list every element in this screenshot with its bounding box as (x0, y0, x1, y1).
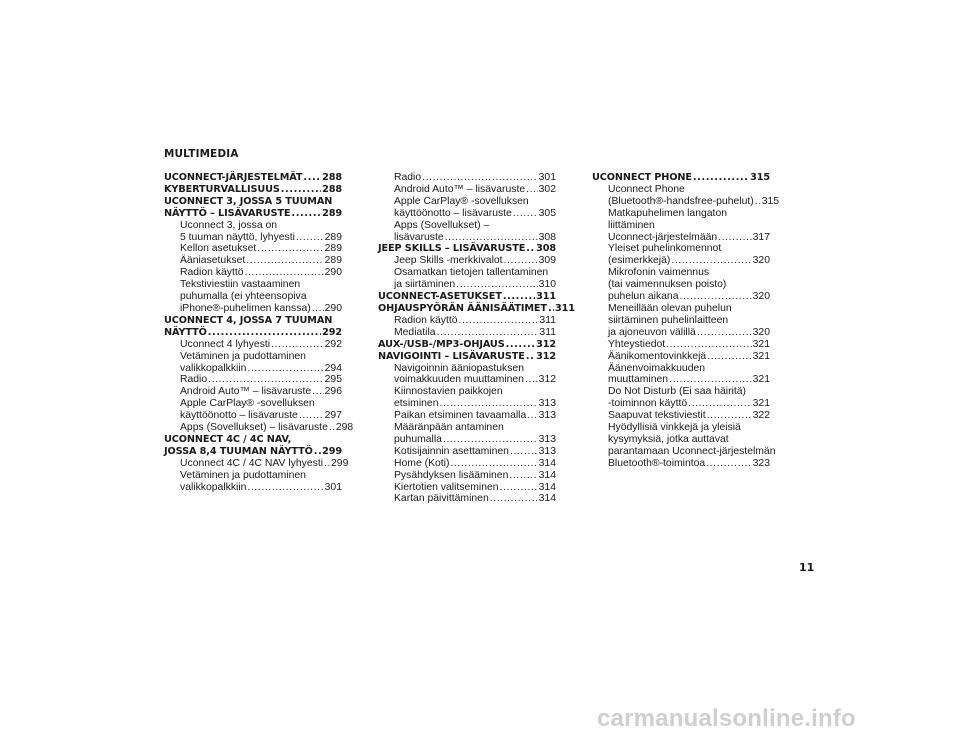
toc-entry[interactable] (164, 457, 349, 470)
toc-entry-title: Pysähdyksen lisääminen (394, 469, 509, 481)
toc-page-number: 311 (554, 302, 575, 314)
toc-entry-title: Uconnect 4C / 4C NAV lyhyesti (180, 457, 324, 469)
dot-leader (706, 458, 751, 470)
dot-leader (257, 243, 323, 255)
dot-leader (693, 172, 749, 184)
toc-page-number: 308 (536, 243, 556, 255)
toc-page-number: 302 (538, 183, 556, 195)
toc-entry-title: UCONNECT 4, JOSSA 7 TUUMAN (164, 314, 333, 326)
dot-leader (208, 374, 324, 386)
toc-heading[interactable] (164, 446, 342, 458)
toc-entry-title: UCONNECT-JÄRJESTELMÄT (164, 172, 303, 183)
toc-entry[interactable] (592, 291, 770, 303)
toc-page-number: 311 (539, 314, 556, 326)
toc-entry-title: parantamaan Uconnect-järjestelmän (608, 445, 776, 457)
toc-entry (378, 220, 556, 232)
toc-entry[interactable] (592, 351, 770, 363)
toc-entry (164, 470, 342, 482)
toc-page-number: 294 (324, 362, 342, 374)
toc-entry-title: UCONNECT PHONE (592, 172, 692, 183)
dot-leader (314, 446, 321, 458)
toc-entry-title: UCONNECT 3, JOSSA 5 TUUMAN (164, 195, 333, 207)
toc-entry-title: Radion käyttö (180, 267, 244, 279)
toc-entry[interactable] (378, 184, 556, 196)
toc-page-number: 296 (324, 386, 342, 398)
toc-page-number: 299 (322, 445, 342, 457)
toc-entry[interactable] (378, 470, 556, 482)
toc-entry[interactable] (378, 279, 556, 291)
toc-entry[interactable] (592, 398, 770, 410)
dot-leader (281, 184, 321, 196)
toc-entry-title: -toiminnon käyttö (608, 398, 688, 410)
toc-entry-title: Äänenvoimakkuuden (608, 362, 706, 374)
dot-leader (299, 410, 324, 422)
dot-leader (324, 458, 330, 470)
toc-entry-title: Määränpään antaminen (394, 422, 504, 434)
dot-leader (500, 482, 538, 494)
dot-leader (707, 410, 752, 422)
dot-leader (506, 339, 535, 351)
toc-page-number: 322 (752, 410, 770, 422)
toc-page-number: 289 (324, 255, 342, 267)
toc-entry-title: NAVIGOINTI – LISÄVARUSTE (378, 350, 525, 362)
toc-entry (592, 422, 770, 434)
toc-page-number: 295 (324, 374, 342, 386)
dot-leader (755, 196, 761, 208)
toc-entry[interactable] (164, 422, 354, 434)
toc-page-number: 321 (752, 338, 770, 350)
toc-entry-title: etsiminen (394, 398, 439, 410)
toc-entry-title: Tekstiviestiin vastaaminen (180, 279, 301, 291)
toc-entry (592, 303, 770, 315)
toc-page-number: 292 (322, 326, 342, 338)
toc-page-number: 320 (752, 326, 770, 338)
toc-entry-title: puhelun aikana (608, 291, 679, 303)
toc-heading[interactable] (592, 172, 770, 184)
toc-page-number: 312 (536, 350, 556, 362)
toc-page-number: 301 (324, 481, 342, 493)
toc-entry (592, 315, 770, 327)
dot-leader (525, 374, 538, 386)
toc-page-number: 321 (752, 398, 770, 410)
dot-leader (312, 386, 324, 398)
toc-heading[interactable] (378, 302, 575, 315)
toc-entry[interactable] (378, 374, 556, 386)
toc-entry[interactable] (378, 493, 556, 505)
toc-entry-title: Meneillään olevan puhelun (608, 302, 732, 314)
watermark-logo: carmanualsonline.info (597, 705, 856, 732)
toc-entry[interactable] (164, 374, 342, 386)
toc-entry-title: valikkopalkkiin (180, 481, 247, 493)
toc-heading[interactable] (378, 291, 556, 303)
toc-entry-title: Kiinnostavien paikkojen (394, 386, 503, 398)
toc-entry (378, 363, 556, 375)
toc-page-number: 297 (324, 410, 342, 422)
dot-leader (437, 327, 539, 339)
toc-entry[interactable] (164, 410, 342, 422)
toc-entry[interactable] (164, 232, 342, 244)
toc-heading[interactable] (164, 184, 342, 196)
dot-leader (247, 363, 323, 375)
toc-entry[interactable] (164, 363, 342, 375)
toc-entry-title: (esimerkkejä) (608, 255, 671, 267)
toc-entry-title: OHJAUSPYÖRÄN ÄÄNISÄÄTIMET (378, 302, 547, 314)
toc-entry[interactable] (378, 208, 556, 220)
dot-leader (329, 422, 335, 434)
page-number: 11 (799, 561, 815, 574)
toc-heading (164, 434, 342, 446)
dot-leader (443, 434, 538, 446)
toc-page-number: 315 (750, 172, 770, 183)
toc-column-2 (378, 172, 575, 505)
toc-page-number: 290 (324, 302, 342, 314)
dot-leader (666, 339, 751, 351)
dot-leader (697, 327, 752, 339)
dot-leader (296, 232, 324, 244)
toc-entry-title: Yleiset puhelinkomennot (608, 243, 722, 255)
toc-entry (592, 386, 770, 398)
toc-entry[interactable] (592, 327, 770, 339)
toc-page-number: 289 (324, 243, 342, 255)
toc-column-3 (592, 172, 780, 470)
dot-leader (688, 398, 752, 410)
toc-entry (164, 351, 342, 363)
toc-entry-title: AUX-/USB-/MP3-OHJAUS (378, 338, 505, 350)
toc-entry (592, 267, 770, 279)
toc-entry (592, 279, 770, 291)
toc-entry-title: iPhone®-puhelimen kanssa) (180, 302, 311, 314)
toc-entry[interactable] (378, 327, 556, 339)
toc-page-number: 320 (752, 291, 770, 303)
toc-entry-title: Do Not Disturb (Ei saa häiritä) (608, 386, 747, 398)
toc-entry-title: voimakkuuden muuttaminen (394, 374, 524, 386)
toc-entry[interactable] (592, 339, 770, 351)
toc-page-number: 289 (324, 231, 342, 243)
toc-entry-title: Jeep Skills -merkkivalot (394, 255, 503, 267)
dot-leader (450, 458, 537, 470)
toc-entry-title: valikkopalkkiin (180, 362, 247, 374)
dot-leader (527, 410, 537, 422)
dot-leader (312, 303, 324, 315)
toc-page-number: 310 (538, 279, 556, 291)
toc-page-number: 305 (538, 207, 556, 219)
toc-entry-title: Kotisijainnin asettaminen (394, 445, 509, 457)
dot-leader (459, 315, 539, 327)
toc-entry-title: JOSSA 8,4 TUUMAN NÄYTTÖ (164, 445, 313, 457)
toc-entry-title: Paikan etsiminen tavaamalla (394, 410, 527, 422)
toc-entry[interactable] (164, 267, 342, 279)
toc-entry-title: Bluetooth®-toimintoa (608, 457, 706, 469)
dot-leader (439, 398, 537, 410)
toc-entry-title: Mediatila (394, 326, 436, 338)
toc-entry-title: ja siirtäminen (394, 279, 456, 291)
toc-entry[interactable] (592, 458, 770, 470)
toc-entry-title: Uconnect Phone (608, 183, 685, 195)
dot-leader (246, 255, 323, 267)
toc-entry (164, 398, 342, 410)
toc-entry-title: KYBERTURVALLISUUS (164, 183, 280, 195)
toc-entry-title: siirtäminen puhelinlaitteen (608, 314, 729, 326)
dot-leader (208, 327, 321, 339)
toc-entry-title: Mikrofonin vaimennus (608, 267, 710, 279)
dot-leader (422, 172, 538, 184)
toc-entry-title: puhumalla (ei yhteensopiva (180, 291, 307, 303)
toc-entry (378, 422, 556, 434)
toc-entry-title: kysymyksiä, jotka auttavat (608, 433, 729, 445)
toc-entry[interactable] (592, 374, 770, 386)
toc-entry-title: ja ajoneuvon välillä (608, 326, 696, 338)
dot-leader (510, 446, 538, 458)
dot-leader (707, 351, 751, 363)
toc-entry-title: Hyödyllisiä vinkkejä ja yleisiä (608, 422, 741, 434)
dot-leader (526, 184, 538, 196)
toc-entry-title: käyttöönotto – lisävaruste (394, 207, 512, 219)
toc-entry-title: lisävaruste (394, 231, 444, 243)
dot-leader (548, 303, 554, 315)
toc-entry-title: Radion käyttö (394, 314, 458, 326)
dot-leader (291, 208, 321, 220)
toc-entry-title: JEEP SKILLS – LISÄVARUSTE (378, 243, 526, 255)
toc-entry[interactable] (592, 232, 770, 244)
toc-page-number: 323 (752, 457, 770, 469)
toc-entry-title: NÄYTTÖ – LISÄVARUSTE (164, 207, 291, 219)
dot-leader (509, 470, 537, 482)
toc-entry-title: Apple CarPlay® -sovelluksen (180, 398, 315, 410)
section-title: MULTIMEDIA (164, 148, 239, 160)
toc-heading[interactable] (164, 327, 342, 339)
dot-leader (526, 243, 535, 255)
toc-entry-title: Saapuvat tekstiviestit (608, 410, 706, 422)
toc-page-number: 314 (538, 481, 556, 493)
toc-entry-title: UCONNECT-ASETUKSET (378, 291, 502, 303)
toc-page-number: 314 (538, 457, 556, 469)
toc-entry[interactable] (378, 434, 556, 446)
toc-entry-title: Ääniasetukset (180, 255, 246, 267)
dot-leader (247, 482, 323, 494)
toc-page-number: 290 (324, 267, 342, 279)
toc-entry (592, 445, 776, 458)
toc-entry-title: (tai vaimennuksen poisto) (608, 279, 727, 291)
toc-page-number: 314 (538, 469, 556, 481)
toc-entry-title: Uconnect-järjestelmään (608, 231, 718, 243)
toc-page-number: 308 (538, 231, 556, 243)
toc-entry[interactable] (592, 255, 770, 267)
toc-page-number: 288 (322, 172, 342, 183)
toc-page-number: 309 (538, 255, 556, 267)
toc-entry-title: (Bluetooth®-handsfree-puhelut) (608, 195, 754, 207)
dot-leader (456, 279, 537, 291)
toc-entry[interactable] (164, 243, 342, 255)
toc-entry[interactable] (378, 482, 556, 494)
toc-entry[interactable] (378, 315, 556, 327)
toc-entry-title: Android Auto™ – lisävaruste (180, 386, 312, 398)
toc-page-number: 313 (538, 433, 556, 445)
toc-page-number: 311 (536, 291, 556, 303)
toc-page-number: 313 (538, 445, 556, 457)
toc-entry[interactable] (378, 446, 556, 458)
dot-leader (245, 267, 324, 279)
toc-page-number: 320 (752, 255, 770, 267)
toc-entry (592, 184, 770, 196)
toc-heading (164, 196, 342, 208)
toc-entry-title: Radio (394, 172, 422, 183)
toc-entry-title: Android Auto™ – lisävaruste (394, 183, 526, 195)
toc-entry-title: Home (Koti) (394, 457, 450, 469)
toc-heading[interactable] (378, 339, 556, 351)
toc-entry-title: muuttaminen (608, 374, 669, 386)
toc-page-number: 312 (536, 338, 556, 350)
toc-entry[interactable] (164, 303, 342, 315)
toc-entry-title: käyttöönotto – lisävaruste (180, 410, 298, 422)
toc-entry[interactable] (378, 398, 556, 410)
toc-heading[interactable] (164, 208, 342, 220)
toc-entry-title: Yhteystiedot (608, 338, 666, 350)
toc-page-number: 313 (538, 410, 556, 422)
toc-entry-title: Uconnect 4 lyhyesti (180, 338, 271, 350)
toc-entry (164, 220, 342, 232)
toc-entry[interactable] (164, 482, 342, 494)
toc-entry (378, 386, 556, 398)
toc-entry-title: puhumalla (394, 433, 442, 445)
toc-entry-title: Kiertotien valitseminen (394, 481, 499, 493)
toc-entry-title: Kellon asetukset (180, 243, 257, 255)
toc-page-number: 321 (752, 374, 770, 386)
toc-entry-title: Radio (180, 374, 208, 386)
toc-entry-title: UCONNECT 4C / 4C NAV, (164, 433, 292, 445)
toc-entry[interactable] (164, 386, 342, 398)
toc-entry (378, 267, 556, 279)
toc-entry-title: Osamatkan tietojen tallentaminen (394, 267, 549, 279)
toc-entry-title: Vetäminen ja pudottaminen (180, 350, 306, 362)
toc-heading[interactable] (378, 351, 556, 363)
toc-entry[interactable] (164, 339, 342, 351)
dot-leader (669, 374, 752, 386)
toc-entry-title: 5 tuuman näyttö, lyhyesti (180, 231, 295, 243)
toc-entry-title: Matkapuhelimen langaton (608, 207, 727, 219)
toc-entry-title: Vetäminen ja pudottaminen (180, 469, 306, 481)
toc-entry[interactable] (378, 458, 556, 470)
toc-entry (592, 243, 770, 255)
toc-entry-title: Apple CarPlay® -sovelluksen (394, 195, 529, 207)
dot-leader (503, 291, 535, 303)
toc-entry-title: NÄYTTÖ (164, 326, 207, 338)
toc-page-number: 321 (752, 350, 770, 362)
toc-entry[interactable] (378, 410, 556, 422)
toc-entry (592, 220, 770, 232)
toc-heading (164, 315, 342, 327)
dot-leader (680, 291, 752, 303)
toc-page-number: 301 (538, 172, 556, 183)
toc-entry (592, 363, 770, 375)
toc-heading[interactable] (378, 243, 556, 255)
dot-leader (513, 208, 538, 220)
toc-entry[interactable] (378, 172, 556, 184)
toc-entry-title: Navigoinnin ääniopastuksen (394, 362, 524, 374)
toc-page-number: 298 (335, 422, 354, 434)
dot-leader (445, 232, 538, 244)
toc-entry-title: liittäminen (608, 219, 655, 231)
toc-entry[interactable] (378, 255, 556, 267)
dot-leader (490, 493, 538, 505)
toc-entry (164, 279, 342, 291)
dot-leader (526, 351, 535, 363)
toc-entry-title: Kartan päivittäminen (394, 493, 489, 505)
toc-entry-title: Apps (Sovellukset) – lisävaruste (180, 422, 328, 434)
toc-page-number: 314 (538, 493, 556, 505)
toc-entry[interactable] (378, 232, 556, 244)
toc-entry-title: Apps (Sovellukset) – (394, 219, 490, 231)
toc-entry (592, 208, 770, 220)
toc-entry (592, 434, 770, 446)
toc-column-1 (164, 172, 354, 493)
toc-page-number: 313 (538, 398, 556, 410)
toc-page-number: 299 (331, 457, 349, 469)
toc-entry (378, 196, 556, 208)
dot-leader (303, 172, 321, 184)
toc-page-number: 289 (322, 207, 342, 219)
toc-heading[interactable] (164, 172, 342, 184)
dot-leader (671, 255, 751, 267)
toc-entry (164, 291, 342, 303)
toc-page-number: 311 (539, 326, 556, 338)
toc-page-number: 317 (752, 231, 770, 243)
toc-page-number: 312 (538, 374, 556, 386)
toc-page-number: 288 (322, 183, 342, 195)
toc-entry[interactable] (592, 410, 770, 422)
toc-entry[interactable] (164, 255, 342, 267)
dot-leader (504, 255, 538, 267)
toc-page-number: 292 (324, 338, 342, 350)
toc-entry-title: Äänikomentovinkkejä (608, 350, 707, 362)
toc-entry-title: Uconnect 3, jossa on (180, 219, 278, 231)
toc-entry[interactable] (592, 195, 780, 208)
dot-leader (271, 339, 324, 351)
toc-page-number: 315 (761, 195, 780, 207)
dot-leader (718, 232, 752, 244)
